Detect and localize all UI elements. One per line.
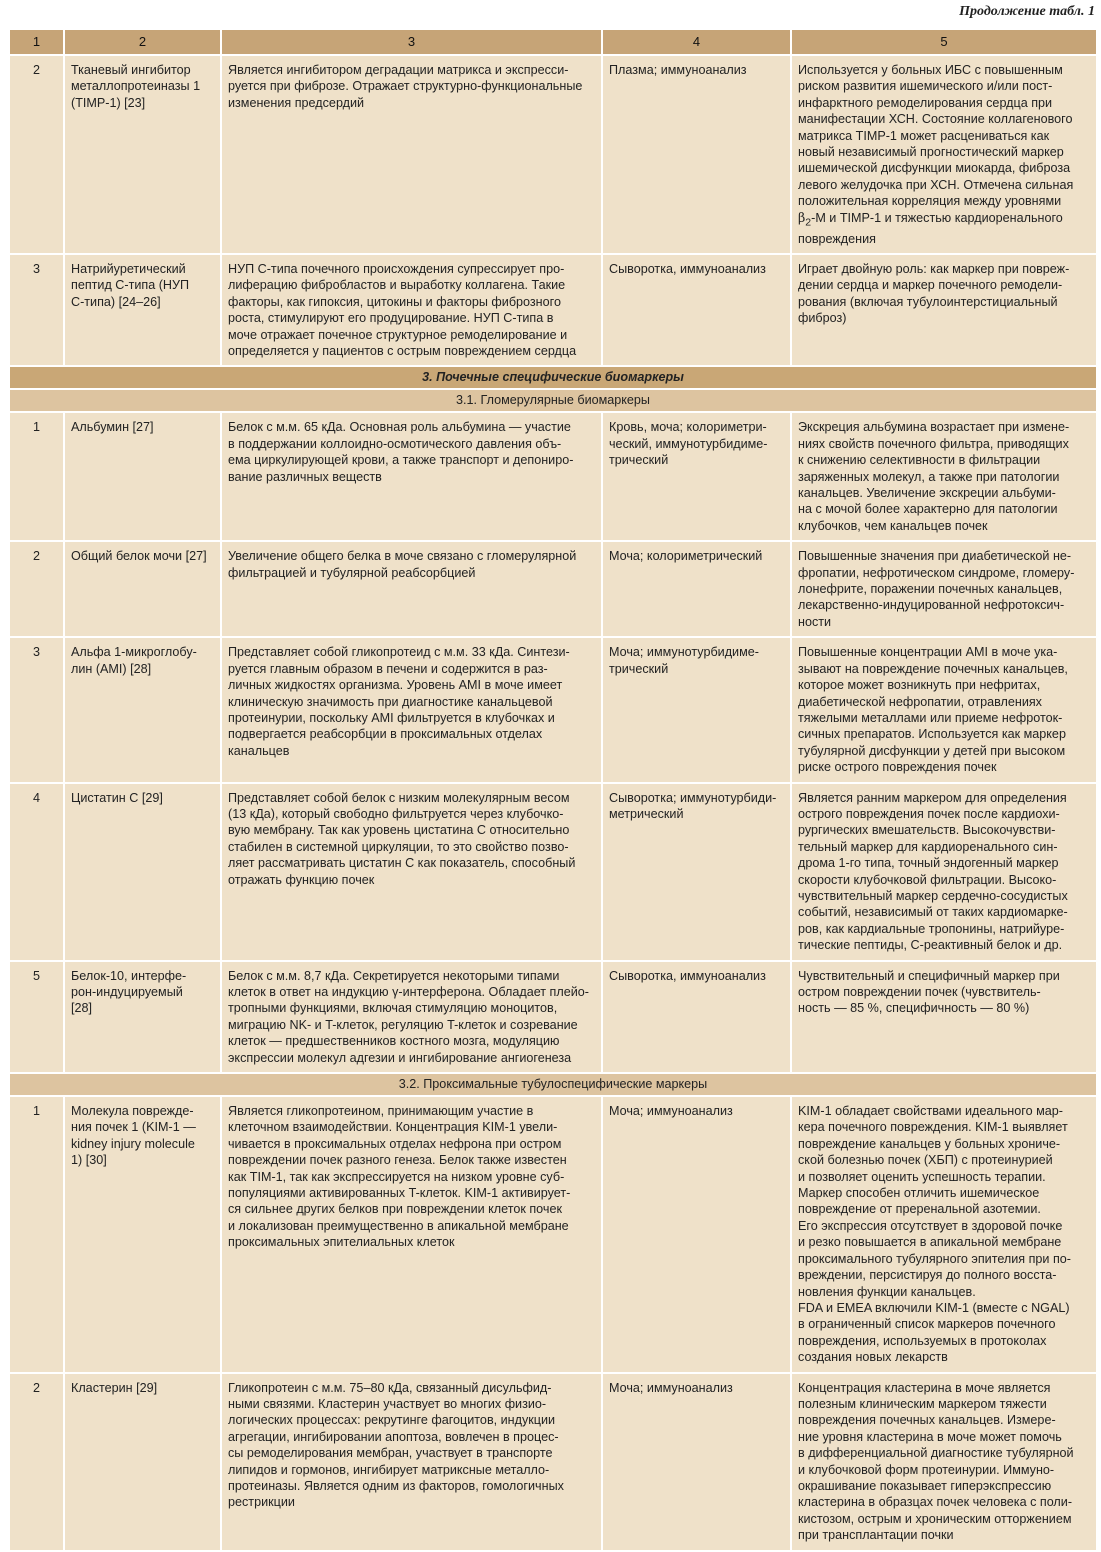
material-and-method: Плазма; иммуноанализ [602, 55, 791, 254]
clinical-significance-text: Используется у больных ИБС с повышенным риском развития ишемического и/или пост- инфарктного ремоделирования сердца при манифестации ХСН. Состояние коллагенового матрикса TIMP-1 может расцениваться как новый независимый прогностический маркер ишемической дисфункции миокарда, фиброза левого желудочка при ХСН. Отмечена сильная положительная корреляция между уровнями [798, 63, 1074, 209]
row-number: 3 [9, 254, 64, 366]
marker-name: Тканевый ингибитор металлопротеиназы 1 (TIMP-1) [23] [64, 55, 221, 254]
marker-description: Представляет собой гликопротеид с м.м. 33 кДа. Синтези- руется главным образом в печени и содержится в раз- личных жидкостях организма. Уровень AMI в моче имеет клиническую значимость при диагностике канальцевой протеинурии, поскольку AMI фильтруется в клубочках и подвергается реабсорбции в проксимальных отделах канальцев [221, 637, 602, 782]
table-row [9, 1096, 1097, 1373]
table-row [9, 254, 1097, 366]
row-number: 1 [9, 412, 64, 541]
clinical-significance: Играет двойную роль: как маркер при повреж- дении сердца и маркер почечного ремодели- рования (включая тубулоинтерстициальный фиброз) [791, 254, 1097, 366]
column-header-2: 2 [64, 29, 221, 55]
table-row [9, 55, 1097, 254]
row-number: 1 [9, 1096, 64, 1373]
row-number: 3 [9, 637, 64, 782]
column-header-5: 5 [791, 29, 1097, 55]
column-number-header-row [9, 29, 1097, 55]
marker-name: Альфа 1-микроглобу- лин (AMI) [28] [64, 637, 221, 782]
clinical-significance [791, 55, 1097, 254]
column-header-4: 4 [602, 29, 791, 55]
material-and-method: Сыворотка; иммунотурбиди- метрический [602, 783, 791, 961]
row-number: 2 [9, 55, 64, 254]
marker-description: Является ингибитором деградации матрикса и экспресси- руется при фиброзе. Отражает структурно-функциональные изменения предсердий [221, 55, 602, 254]
marker-name: Цистатин С [29] [64, 783, 221, 961]
material-and-method: Моча; иммунотурбидиме- трический [602, 637, 791, 782]
material-and-method: Моча; иммуноанализ [602, 1373, 791, 1551]
clinical-significance: KIM-1 обладает свойствами идеального мар- кера почечного повреждения. KIM-1 выявляет повреждение канальцев у больных хрониче- ской болезнью почек (ХБП) с протеинурией и позволяет оценить успешность терапии. Маркер способен отличить ишемическое повреждение от преренальной азотемии. Его экспрессия отсутствует в здоровой почке и резко повышается в апикальной мембране проксимального тубулярного эпителия при по- вреждении, персистируя до полного восста- новления функции канальцев. FDA и EMEA включили KIM-1 (вместе с NGAL) в ограниченный список маркеров почечного повреждения, используемых в протоколах создания новых лекарств [791, 1096, 1097, 1373]
column-header-3: 3 [221, 29, 602, 55]
table-row [9, 1373, 1097, 1551]
marker-description: Представляет собой белок с низким молекулярным весом (13 кДа), который свободно фильтруется через клубочко- вую мембрану. Так как уровень цистатина С относительно стабилен в системной циркуляции, то это свойство позво- ляет рассматривать цистатин С как показатель, способный отражать функцию почек [221, 783, 602, 961]
beta-symbol: β [798, 209, 806, 225]
subsection-title: 3.1. Гломерулярные биомаркеры [9, 389, 1097, 412]
clinical-significance-text-end: -М и TIMP-1 и тяжестью кардиоренального повреждения [798, 210, 1063, 246]
material-and-method: Сыворотка, иммуноанализ [602, 254, 791, 366]
marker-name: Кластерин [29] [64, 1373, 221, 1551]
clinical-significance: Является ранним маркером для определения острого повреждения почек после кардиохи- рургических вмешательств. Высокочувстви- тельный маркер для кардиоренального син- дрома 1-го типа, точный эндогенный маркер скорости клубочковой фильтрации. Высоко- чувствительный маркер сердечно-сосудистых событий, независимый от таких кардиомарке- ров, как кардиальные тропонины, натрийуре- тические пептиды, С-реактивный белок и др. [791, 783, 1097, 961]
biomarkers-table [8, 28, 1098, 1552]
material-and-method: Сыворотка, иммуноанализ [602, 961, 791, 1073]
marker-description: НУП С-типа почечного происхождения супрессирует про- лиферацию фибробластов и выработку коллагена. Такие факторы, как гипоксия, цитокины и факторы фиброзного роста, стимулируют его продуцирование. НУП С-типа в моче отражает почечное структурное ремоделирование и определяется у пациентов с острым повреждением сердца [221, 254, 602, 366]
marker-description: Является гликопротеином, принимающим участие в клеточном взаимодействии. Концентрация KIM-1 увели- чивается в проксимальных отделах нефрона при остром повреждении почек разного генеза. Белок также известен как TIM-1, так как экспрессируется на низком уровне суб- популяциями активированных T-клеток. KIM-1 активирует- ся сильнее других белков при повреждении клеток почек и локализован преимущественно в апикальной мембране проксимальных эпителиальных клеток [221, 1096, 602, 1373]
marker-description: Белок с м.м. 65 кДа. Основная роль альбумина — участие в поддержании коллоидно-осмотического давления объ- ема циркулирующей крови, а также транспорт и депониро- вание различных веществ [221, 412, 602, 541]
marker-description: Увеличение общего белка в моче связано с гломерулярной фильтрацией и тубулярной реабсорбцией [221, 541, 602, 637]
table-row [9, 961, 1097, 1073]
subsection-title: 3.2. Проксимальные тубулоспецифические маркеры [9, 1073, 1097, 1096]
clinical-significance: Концентрация кластерина в моче является полезным клиническим маркером тяжести повреждения почечных канальцев. Измере- ние уровня кластерина в моче может помочь в дифференциальной диагностике тубулярной и клубочковой форм протеинурии. Иммуно- окрашивание показывает гиперэкспрессию кластерина в образцах почек человека с поли- кистозом, острым и хроническим отторжением при трансплантации почки [791, 1373, 1097, 1551]
table-continuation-caption: Продолжение табл. 1 [959, 4, 1095, 19]
row-number: 2 [9, 541, 64, 637]
column-header-1: 1 [9, 29, 64, 55]
marker-name: Альбумин [27] [64, 412, 221, 541]
subsection-header-row [9, 1073, 1097, 1096]
section-title: 3. Почечные специфические биомаркеры [9, 366, 1097, 389]
material-and-method: Моча; колориметрический [602, 541, 791, 637]
row-number: 2 [9, 1373, 64, 1551]
material-and-method: Моча; иммуноанализ [602, 1096, 791, 1373]
marker-description: Белок с м.м. 8,7 кДа. Секретируется некоторыми типами клеток в ответ на индукцию γ-интерферона. Обладает плейо- тропными функциями, включая стимуляцию моноцитов, миграцию NK- и T-клеток, регуляцию T-клеток и созревание клеток — предшественников костного мозга, модуляцию экспрессии молекул адгезии и ингибирование ангиогенеза [221, 961, 602, 1073]
marker-description: Гликопротеин с м.м. 75–80 кДа, связанный дисульфид- ными связями. Кластерин участвует во многих физио- логических процессах: рекрутинге фагоцитов, индукции агрегации, ингибировании апоптоза, вовлечен в процес- сы ремоделирования мембран, участвует в транспорте липидов и гормонов, ингибирует матриксные металло- протеиназы. Является одним из факторов, гомологичных рестрикции [221, 1373, 602, 1551]
table-row [9, 783, 1097, 961]
material-and-method: Кровь, моча; колориметри- ческий, иммунотурбидиме- трический [602, 412, 791, 541]
row-number: 5 [9, 961, 64, 1073]
clinical-significance: Повышенные значения при диабетической не- фропатии, нефротическом синдроме, гломеру- лонефрите, поражении почечных канальцев, лекарственно-индуцированной нефротоксич- ности [791, 541, 1097, 637]
table-row [9, 637, 1097, 782]
marker-name: Общий белок мочи [27] [64, 541, 221, 637]
clinical-significance: Чувствительный и специфичный маркер при остром повреждении почек (чувствитель- ность — 85 %, специфичность — 80 %) [791, 961, 1097, 1073]
section-header-row [9, 366, 1097, 389]
marker-name: Белок-10, интерфе- рон-индуцируемый [28] [64, 961, 221, 1073]
subsection-header-row [9, 389, 1097, 412]
marker-name: Молекула поврежде- ния почек 1 (KIM-1 — kidney injury molecule 1) [30] [64, 1096, 221, 1373]
clinical-significance: Повышенные концентрации AMI в моче ука- зывают на повреждение почечных канальцев, которое может возникнуть при нефритах, диабетической нефропатии, отравлениях тяжелыми металлами или приеме нефроток- сичных препаратов. Используется как маркер тубулярной дисфункции у детей при высоком риске острого повреждения почек [791, 637, 1097, 782]
clinical-significance: Экскреция альбумина возрастает при измене- ниях свойств почечного фильтра, приводящих к снижению селективности в фильтрации заряженных молекул, а также при патологии канальцев. Увеличение экскреции альбуми- на с мочой более характерно для патологии клубочков, чем канальцев почек [791, 412, 1097, 541]
beta-subscript: 2 [805, 216, 812, 229]
row-number: 4 [9, 783, 64, 961]
table-row [9, 541, 1097, 637]
table-row [9, 412, 1097, 541]
marker-name: Натрийуретический пептид С-типа (НУП С-типа) [24–26] [64, 254, 221, 366]
